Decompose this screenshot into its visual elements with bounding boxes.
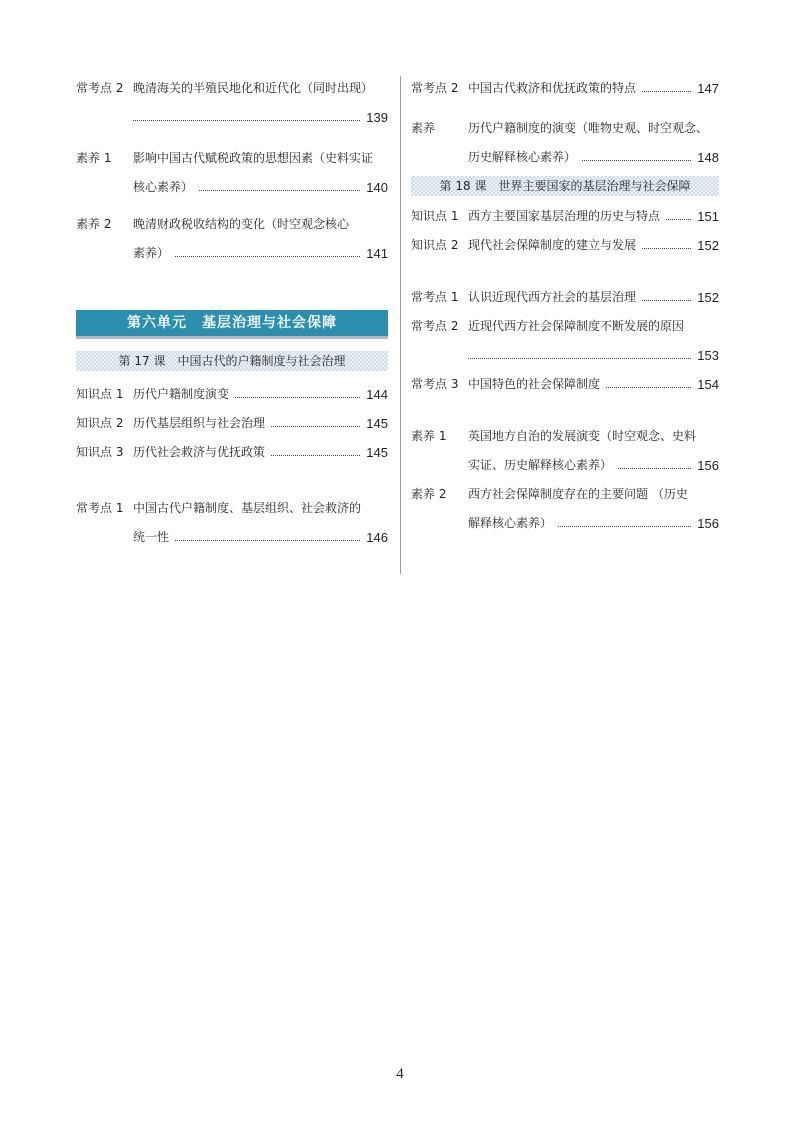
dot-leader <box>199 173 360 202</box>
toc-entry-tag: 常考点 2 <box>411 81 459 95</box>
toc-entry-page: 148 <box>697 150 719 165</box>
right-knowledge-entries <box>411 202 719 260</box>
toc-entry-line <box>76 494 388 523</box>
toc-entry-title: 历代基层组织与社会治理 <box>133 416 266 430</box>
toc-entry[interactable] <box>411 370 719 399</box>
toc-entry-page: 153 <box>697 348 719 363</box>
left-exam-entries <box>76 494 388 552</box>
toc-entry-tag: 常考点 3 <box>411 377 459 391</box>
page-number: 4 <box>396 1066 404 1082</box>
lesson-17-title: 第 17 课 中国古代的户籍制度与社会治理 <box>118 354 346 368</box>
toc-entry-page: 151 <box>697 209 719 224</box>
toc-entry-title: 核心素养） <box>133 180 194 194</box>
toc-entry-line <box>76 239 388 268</box>
toc-entry-title: 英国地方自治的发展演变（时空观念、史料 <box>468 429 697 443</box>
toc-entry-line <box>76 523 388 552</box>
toc-entry-tag: 知识点 1 <box>411 209 459 223</box>
unit-title-bar <box>76 310 388 339</box>
toc-entry-title: 西方社会保障制度存在的主要问题 （历史 <box>468 487 688 501</box>
toc-entry-title: 素养） <box>133 246 170 260</box>
toc-entry[interactable] <box>411 422 719 480</box>
toc-entry-page: 147 <box>697 81 719 96</box>
toc-entry-page: 152 <box>697 238 719 253</box>
dot-leader <box>666 202 691 231</box>
dot-leader <box>175 239 360 268</box>
toc-entry-tag: 素养 1 <box>76 151 112 165</box>
toc-entry-title: 解释核心素养） <box>468 516 553 530</box>
toc-entry-page: 140 <box>366 180 388 195</box>
toc-entry-title: 历代社会救济与优抚政策 <box>133 445 266 459</box>
toc-entry-title: 历代户籍制度的演变（唯物史观、时空观念、 <box>468 121 709 135</box>
left-knowledge-entries <box>76 380 388 467</box>
toc-entry[interactable] <box>411 480 719 538</box>
dot-leader <box>468 341 691 370</box>
dot-leader <box>271 409 360 438</box>
toc-entry-tag: 素养 2 <box>76 217 112 231</box>
toc-entry-line <box>76 210 388 239</box>
toc-entry-page: 145 <box>366 445 388 460</box>
toc-entry-tag: 素养 2 <box>411 487 447 501</box>
toc-entry-tag: 知识点 3 <box>76 445 124 459</box>
toc-entry-page: 141 <box>366 246 388 261</box>
dot-leader <box>271 438 360 467</box>
dot-leader <box>642 74 691 103</box>
toc-entry-title: 统一性 <box>133 530 170 544</box>
toc-entry[interactable] <box>411 312 719 370</box>
toc-entry-line <box>76 409 388 438</box>
toc-entry-title: 影响中国古代赋税政策的思想因素（史料实证 <box>133 151 374 165</box>
toc-entry-line <box>76 144 388 173</box>
unit-title: 第六单元 基层治理与社会保障 <box>127 315 337 331</box>
toc-entry-page: 145 <box>366 416 388 431</box>
toc-entry[interactable] <box>411 231 719 260</box>
toc-entry-tag: 常考点 2 <box>411 319 459 333</box>
toc-entry-line <box>411 74 719 103</box>
toc-entry[interactable] <box>76 210 388 268</box>
right-literacy-entries <box>411 422 719 538</box>
toc-entry-page: 156 <box>697 516 719 531</box>
toc-entry-line <box>411 114 719 143</box>
dot-leader <box>175 523 360 552</box>
toc-entry[interactable] <box>411 202 719 231</box>
column-divider <box>400 76 401 574</box>
toc-entry-title: 实证、历史解释核心素养） <box>468 458 613 472</box>
toc-entry-title: 近现代西方社会保障制度不断发展的原因 <box>468 319 685 333</box>
toc-entry-title: 历代户籍制度演变 <box>133 387 230 401</box>
toc-entry-title: 晚清海关的半殖民地化和近代化（同时出现） <box>133 81 374 95</box>
toc-entry-line <box>411 370 719 399</box>
lesson-17-title-bar <box>76 351 388 371</box>
toc-entry[interactable] <box>411 283 719 312</box>
toc-entry-line <box>411 480 719 509</box>
toc-entry-tag: 知识点 2 <box>411 238 459 252</box>
right-exam-entries <box>411 283 719 399</box>
toc-entry-tag: 知识点 1 <box>76 387 124 401</box>
lesson-18-title: 第 18 课 世界主要国家的基层治理与社会保障 <box>439 179 691 193</box>
toc-entry-tag: 常考点 1 <box>411 290 459 304</box>
dot-leader <box>606 370 691 399</box>
toc-entry-line <box>411 341 719 370</box>
toc-entry-title: 历史解释核心素养） <box>468 150 577 164</box>
toc-entry-title: 晚清财政税收结构的变化（时空观念核心 <box>133 217 350 231</box>
toc-entry-line <box>411 451 719 480</box>
toc-entry-line <box>411 509 719 538</box>
toc-entry[interactable] <box>76 380 388 409</box>
toc-entry-line <box>411 312 719 341</box>
dot-leader <box>558 509 691 538</box>
toc-entry-line <box>411 202 719 231</box>
toc-entry[interactable] <box>76 144 388 202</box>
toc-entry-page: 156 <box>697 458 719 473</box>
dot-leader <box>618 451 691 480</box>
toc-entry[interactable] <box>411 74 719 103</box>
toc-entry[interactable] <box>76 438 388 467</box>
toc-entry-title: 现代社会保障制度的建立与发展 <box>468 238 637 252</box>
toc-entry-page: 144 <box>366 387 388 402</box>
toc-entry-line <box>76 103 388 132</box>
toc-entry-line <box>76 173 388 202</box>
toc-entry-tag: 素养 1 <box>411 429 447 443</box>
right-column <box>411 74 719 538</box>
toc-entry-line <box>76 438 388 467</box>
toc-entry-page: 139 <box>366 110 388 125</box>
toc-entry-tag: 常考点 1 <box>76 501 124 515</box>
dot-leader <box>133 103 360 132</box>
toc-entry[interactable] <box>76 409 388 438</box>
toc-entry-line <box>76 380 388 409</box>
left-entries-before-unit <box>76 74 388 268</box>
toc-entry-page: 152 <box>697 290 719 305</box>
dot-leader <box>642 283 691 312</box>
toc-entry-tag: 素养 <box>411 121 436 135</box>
toc-entry[interactable] <box>76 74 388 132</box>
toc-entry-tag: 常考点 2 <box>76 81 124 95</box>
toc-entry-title: 中国古代户籍制度、基层组织、社会救济的 <box>133 501 362 515</box>
toc-entry-page: 154 <box>697 377 719 392</box>
dot-leader <box>582 143 691 172</box>
left-column <box>76 74 388 552</box>
right-entries-before-lesson <box>411 74 719 172</box>
toc-entry-title: 中国古代救济和优抚政策的特点 <box>468 81 637 95</box>
toc-entry-line <box>411 231 719 260</box>
toc-entry[interactable] <box>76 494 388 552</box>
dot-leader <box>642 231 691 260</box>
toc-entry-line <box>76 74 388 103</box>
toc-entry-title: 西方主要国家基层治理的历史与特点 <box>468 209 661 223</box>
toc-entry-tag: 知识点 2 <box>76 416 124 430</box>
toc-entry-line <box>411 143 719 172</box>
lesson-18-title-bar <box>411 176 719 196</box>
toc-entry-page: 146 <box>366 530 388 545</box>
toc-entry-line <box>411 283 719 312</box>
toc-entry-title: 中国特色的社会保障制度 <box>468 377 601 391</box>
dot-leader <box>235 380 360 409</box>
toc-entry-title: 认识近现代西方社会的基层治理 <box>468 290 637 304</box>
toc-entry[interactable] <box>411 114 719 172</box>
toc-entry-line <box>411 422 719 451</box>
